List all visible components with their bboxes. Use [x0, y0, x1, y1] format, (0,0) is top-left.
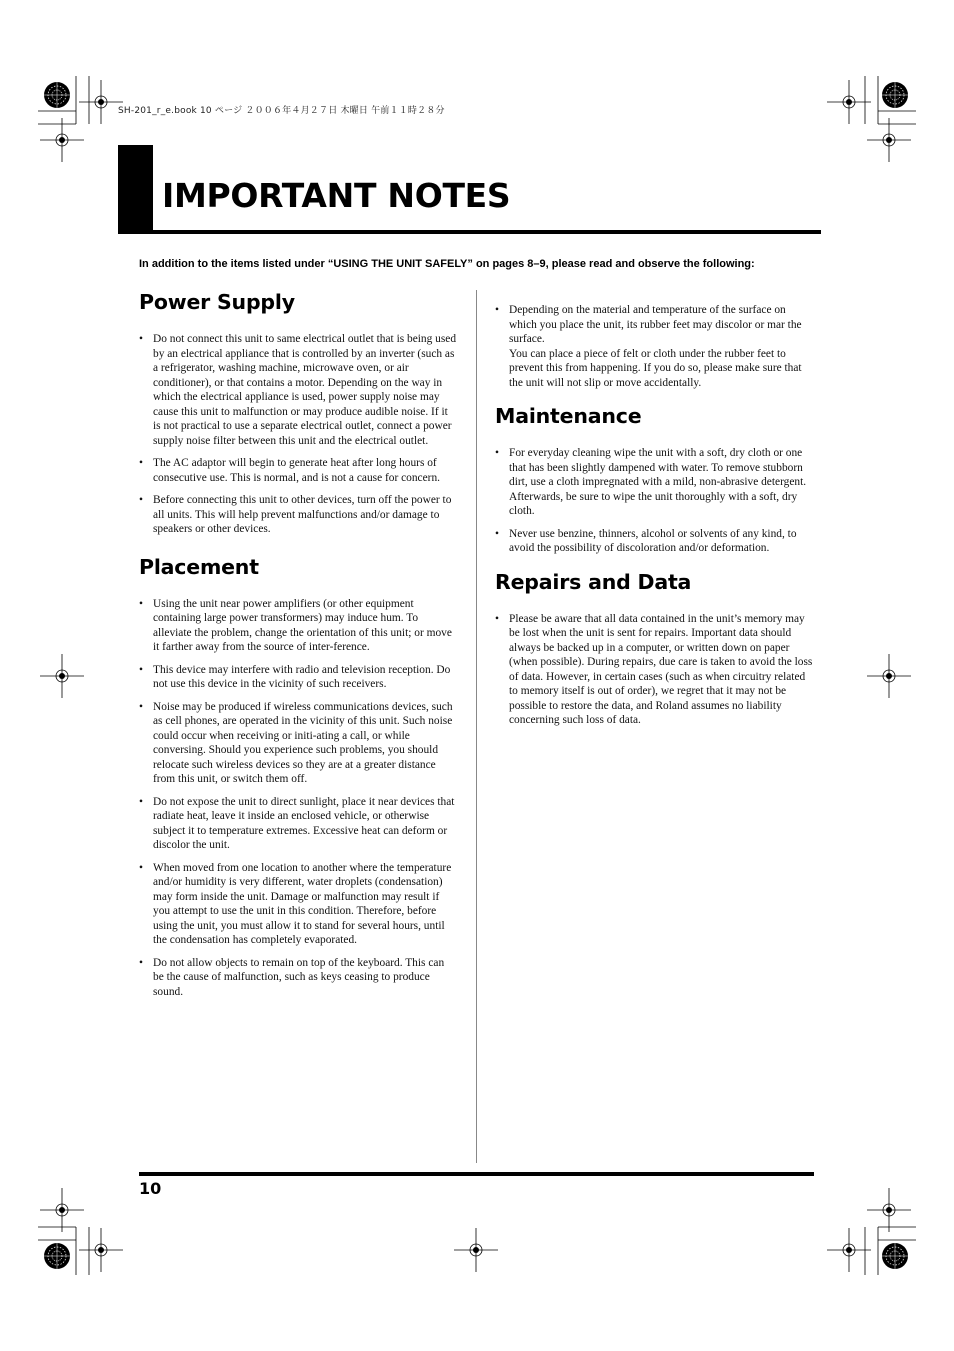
bullet-icon: • — [139, 597, 143, 610]
list-item: • When moved from one location to another where the temperature and/or humidity is very different, water droplets (condensation) may form inside the unit. Damage or malfunction may result if you attempt to use the unit in this condition. Therefore, before using the unit, you must allow it to stand for several hours, until the condensation has completely evaporated. — [139, 861, 452, 946]
intro-text: In addition to the items listed under “USING THE UNIT SAFELY” on pages 8–9, please read and observe the following: — [139, 258, 755, 270]
section-heading-placement: Placement — [139, 554, 259, 579]
bullet-icon: • — [495, 304, 499, 316]
bullet-icon: • — [139, 457, 143, 469]
bullet-icon: • — [139, 861, 143, 874]
bullet-icon: • — [139, 795, 143, 808]
list-item: • Noise may be produced if wireless communications devices, such as cell phones, are operated in the vicinity of this unit. Such noise could occur when receiving or initi-ating a call, or while conversing. Should you experience such problems, you should relocate such wireless devices so they are at a greater distance from this unit, or switch them off. — [139, 700, 453, 785]
bullet-icon: • — [139, 956, 143, 969]
list-item: • The AC adaptor will begin to generate heat after long hours of consecutive use. This is normal, and is not a cause for concern. — [139, 457, 441, 484]
page-number: 10 — [139, 1179, 162, 1198]
section-heading-power-supply: Power Supply — [139, 290, 295, 314]
list-item: • Using the unit near power amplifiers (or other equipment containing large power transformers) may induce hum. To alleviate the problem, change the orientation of this unit; or move it farther away from the source of inter-ference. — [139, 597, 452, 653]
bullet-icon: • — [139, 494, 143, 506]
list-item: • Do not expose the unit to direct sunlight, place it near devices that radiate heat, leave it inside an enclosed vehicle, or otherwise subject it to temperature extremes. Excessive heat can deform or discolor the unit. — [139, 795, 455, 851]
bullet-icon: • — [495, 447, 499, 459]
list-item: • Before connecting this unit to other devices, turn off the power to all units. This will help prevent malfunctions and/or damage to speakers or other devices. — [139, 494, 452, 535]
list-item: • Do not connect this unit to same electrical outlet that is being used by an electrical appliance that is controlled by an inverter (such as a refrigerator, washing machine, microwave oven, or air conditioner), or that contains a motor. Depending on the way in which the electrical appliance is used, power supply noise may cause this unit to malfunction or may produce audible noise. If it is not practical to use a separate electrical outlet, connect a power supply noise filter between this unit and the electrical outlet. — [139, 333, 457, 447]
list-item: • Depending on the material and temperature of the surface on which you place the unit, its rubber feet may discolor or mar the surface. You can place a piece of felt or cloth under the rubber feet to prevent this from happening. If you do so, please make sure that the unit will not slip or move accidentally. — [495, 304, 802, 389]
list-item: • Do not allow objects to remain on top of the keyboard. This can be the cause of malfunction, such as keys ceasing to produce sound. — [139, 956, 445, 998]
list-item: • For everyday cleaning wipe the unit with a soft, dry cloth or one that has been slightly dampened with water. To remove stubborn dirt, use a cloth impregnated with a mild, non-abrasive detergent. Afterwards, be sure to wipe the unit thoroughly with a soft, dry cloth. — [495, 447, 807, 517]
section-heading-repairs-and-data: Repairs and Data — [495, 569, 692, 594]
bullet-icon: • — [139, 700, 143, 713]
list-item: • This device may interfere with radio and television reception. Do not use this device in the vicinity of such receivers. — [139, 663, 451, 690]
bullet-icon: • — [139, 333, 143, 345]
bullet-icon: • — [139, 663, 143, 676]
bullet-icon: • — [495, 527, 499, 540]
section-heading-maintenance: Maintenance — [495, 404, 642, 428]
print-header: SH-201_r_e.book 10 ページ ２００６年４月２７日 木曜日 午前１１時２８分 — [118, 106, 445, 116]
list-item: • Please be aware that all data contained in the unit’s memory may be lost when the unit is sent for repairs. Important data should always be backed up in a computer, or written down on paper (when possible). During repairs, due care is taken to avoid the loss of data. However, in certain cases (such as when circuitry related to memory itself is out of order), we regret that it may not be possible to restore the data, and Roland assumes no liability concerning such loss of data. — [495, 612, 813, 726]
list-item: • Never use benzine, thinners, alcohol or solvents of any kind, to avoid the possibility of discoloration and/or deformation. — [495, 527, 797, 554]
bullet-icon: • — [495, 612, 499, 625]
page-title: IMPORTANT NOTES — [162, 176, 511, 215]
